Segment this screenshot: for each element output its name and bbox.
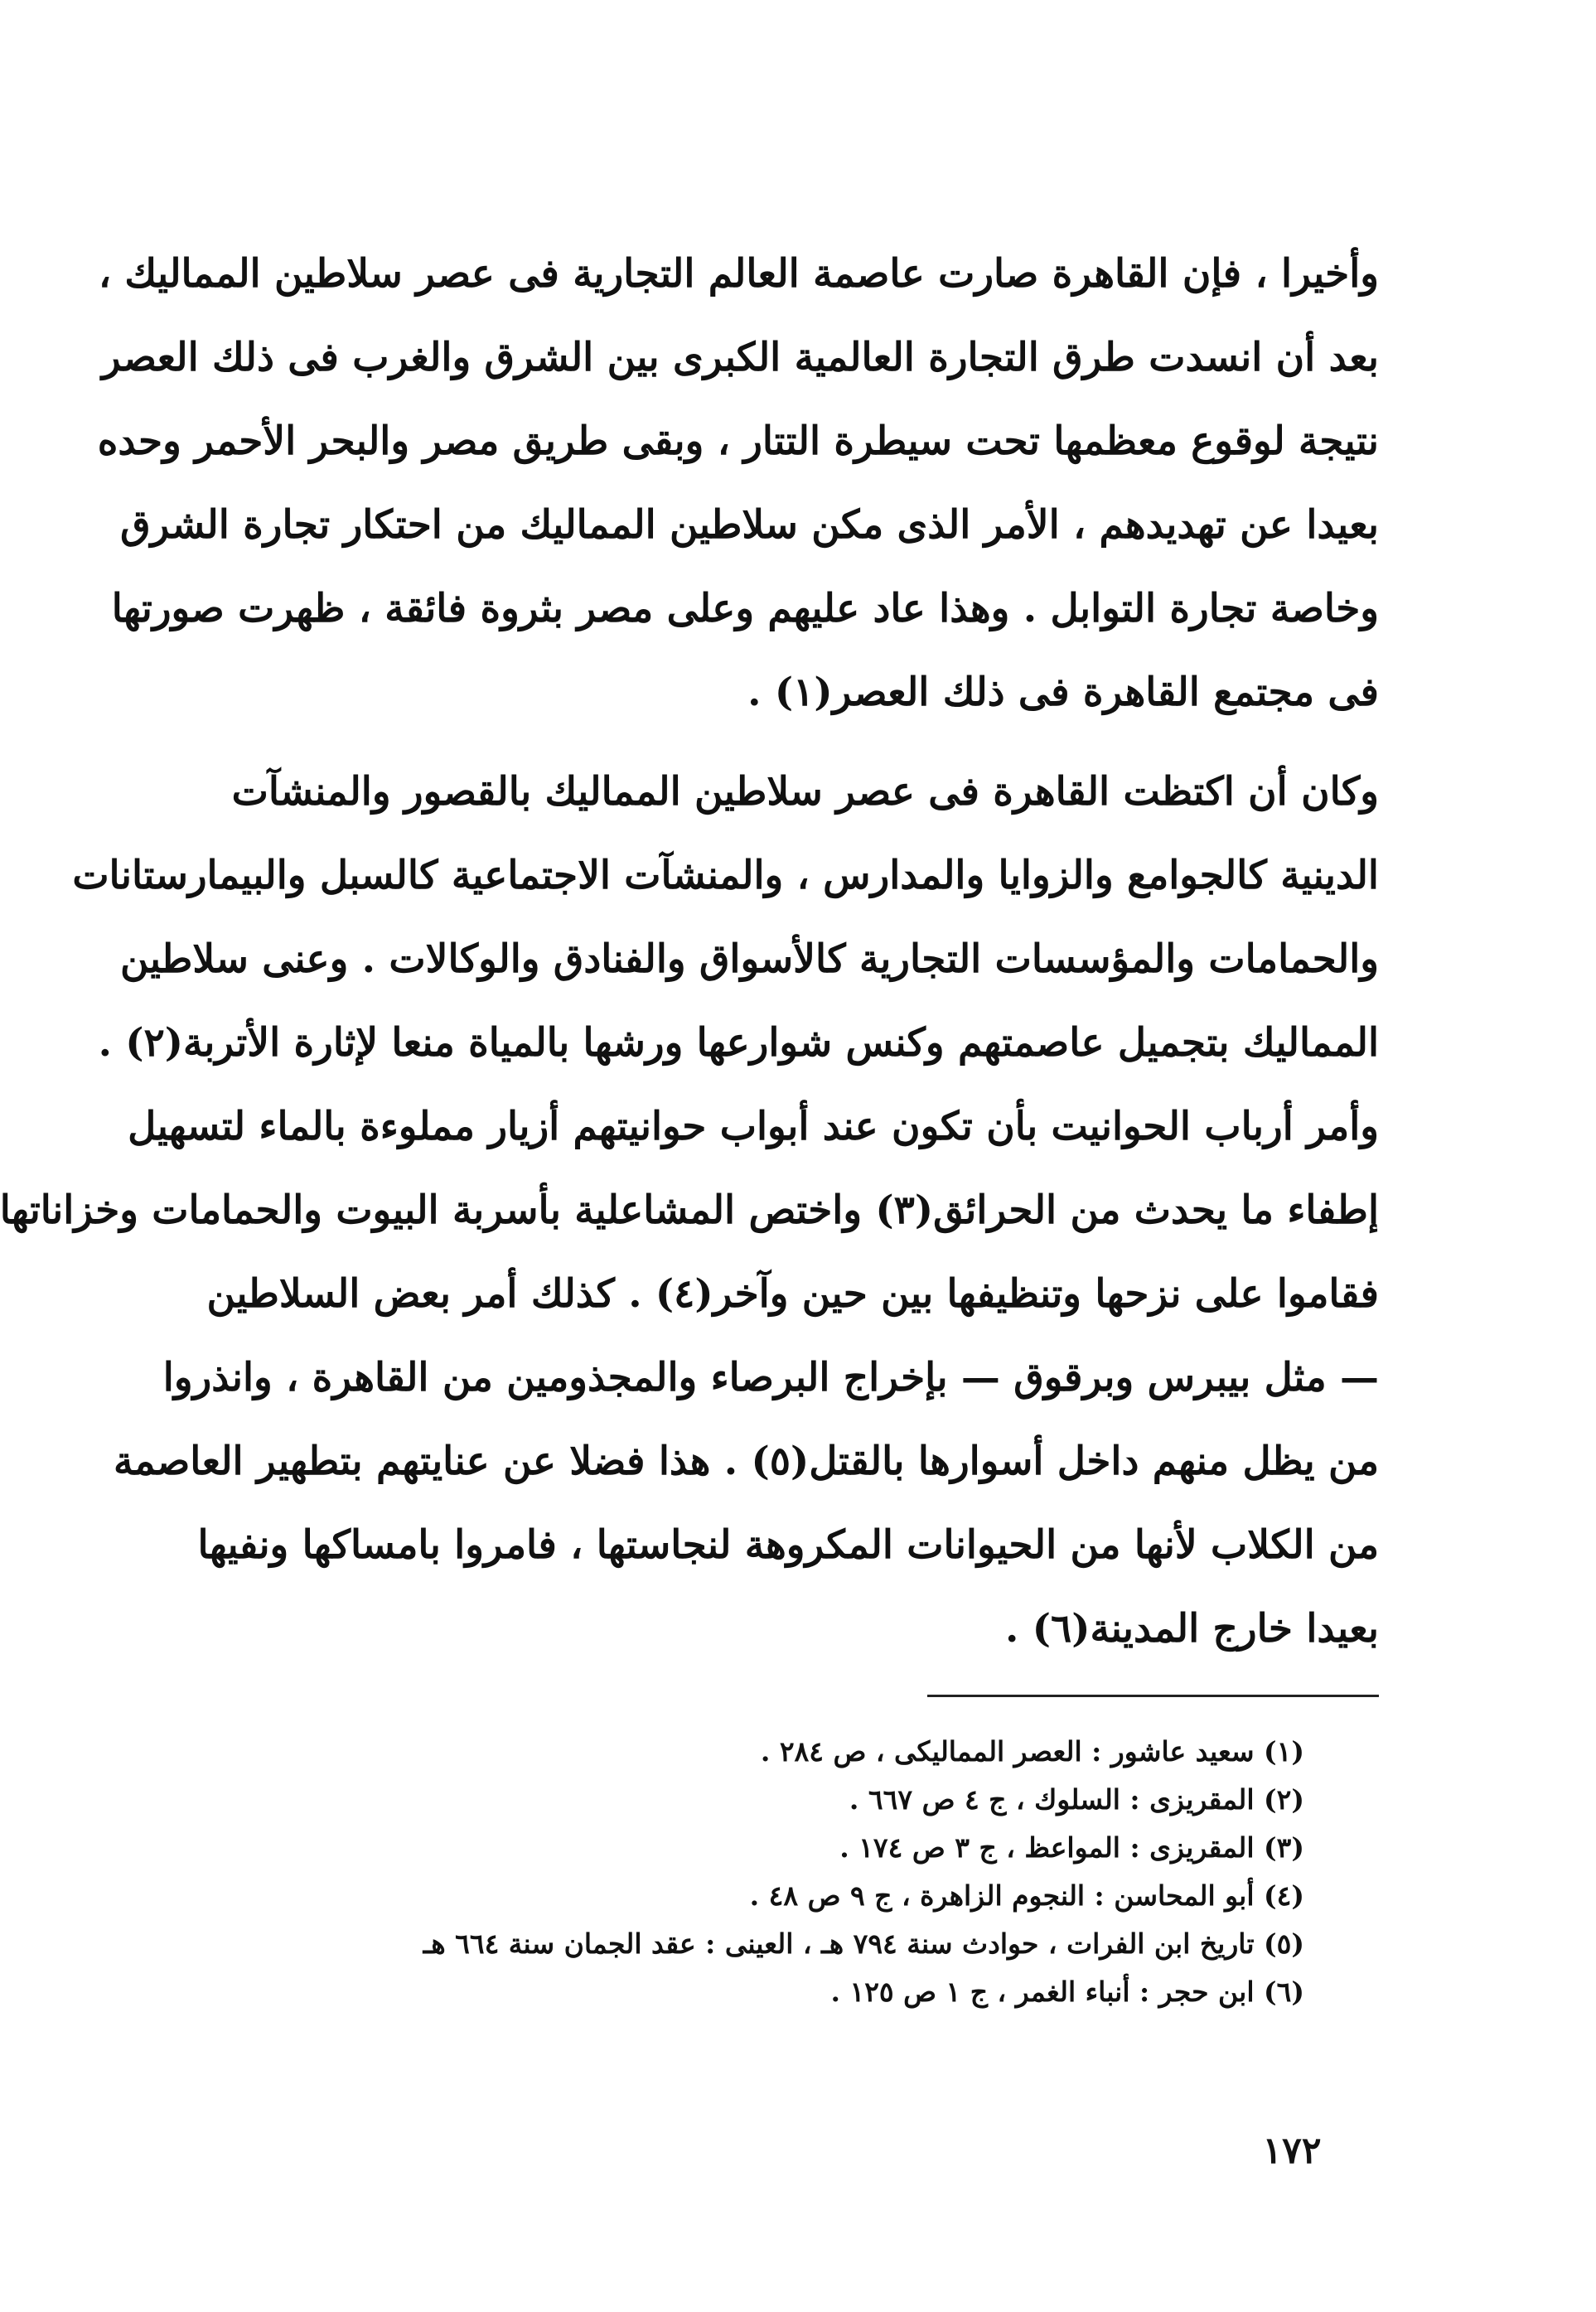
text-line: فى مجتمع القاهرة فى ذلك العصر(١) . (747, 670, 1379, 715)
footnote-5: (٥) تاريخ ابن الفرات ، حوادث سنة ٧٩٤ هـ ، العينى : عقد الجمان سنة ٦٦٤ هـ (423, 1927, 1304, 1960)
text-line: وأخيرا ، فإن القاهرة صارت عاصمة العالم التجارية فى عصر سلاطين المماليك ، (98, 251, 1379, 297)
page-number: ١٧٢ (1262, 2130, 1322, 2172)
text-line: إطفاء ما يحدث من الحرائق(٣) واختص المشاعلية بأسربة البيوت والحمامات وخزاناتها (0, 1187, 1379, 1233)
footnote-1: (١) سعيد عاشور : العصر المماليكى ، ص ٢٨٤ . (760, 1735, 1304, 1768)
text-line: وكان أن اكتظت القاهرة فى عصر سلاطين المماليك بالقصور والمنشآت (231, 769, 1379, 815)
footnote-2: (٢) المقريزى : السلوك ، ج ٤ ص ٦٦٧ . (849, 1783, 1304, 1816)
text-line: المماليك بتجميل عاصمتهم وكنس شوارعها ورشها بالمياة منعا لإثارة الأتربة(٢) . (98, 1020, 1379, 1066)
text-line: نتيجة لوقوع معظمها تحت سيطرة التتار ، وبقى طريق مصر والبحر الأحمر وحده (97, 418, 1379, 464)
footnotes-list (423, 1728, 1304, 2016)
text-line: الدينية كالجوامع والزوايا والمدارس ، والمنشآت الاجتماعية كالسبل والبيمارستانات (72, 853, 1379, 898)
text-line: من الكلاب لأنها من الحيوانات المكروهة لنجاستها ، فامروا بامساكها ونفيها (197, 1522, 1379, 1568)
text-line: فقاموا على نزحها وتنظيفها بين حين وآخر(٤) . كذلك أمر بعض السلاطين (206, 1271, 1379, 1317)
text-line: — مثل بيبرس وبرقوق — بإخراج البرصاء والمجذومين من القاهرة ، وانذروا (162, 1355, 1379, 1400)
footnote-4: (٤) أبو المحاسن : النجوم الزاهرة ، ج ٩ ص ٤٨ . (749, 1879, 1304, 1912)
text-line: والحمامات والمؤسسات التجارية كالأسواق والفنادق والوكالات . وعنى سلاطين (120, 936, 1379, 982)
footnote-6: (٦) ابن حجر : أنباء الغمر ، ج ١ ص ١٢٥ . (830, 1976, 1304, 2008)
text-line: وأمر أرباب الحوانيت بأن تكون عند أبواب حوانيتهم أزيار مملوءة بالماء لتسهيل (128, 1104, 1379, 1149)
text-line: من يظل منهم داخل أسوارها بالقتل(٥) . هذا فضلا عن عنايتهم بتطهير العاصمة (113, 1439, 1379, 1484)
footnote-divider (927, 1695, 1379, 1697)
text-line: بعيدا عن تهديدهم ، الأمر الذى مكن سلاطين المماليك من احتكار تجارة الشرق (120, 502, 1379, 548)
paragraph-2 (0, 750, 1379, 1671)
text-line: بعد أن انسدت طرق التجارة العالمية الكبرى بين الشرق والغرب فى ذلك العصر (101, 335, 1379, 380)
text-line: بعيدا خارج المدينة(٦) . (1005, 1606, 1379, 1652)
text-line: وخاصة تجارة التوابل . وهذا عاد عليهم وعلى مصر بثروة فائقة ، ظهرت صورتها (111, 586, 1379, 631)
footnote-3: (٣) المقريزى : المواعظ ، ج ٣ ص ١٧٤ . (839, 1831, 1304, 1864)
paragraph-1 (97, 232, 1379, 734)
